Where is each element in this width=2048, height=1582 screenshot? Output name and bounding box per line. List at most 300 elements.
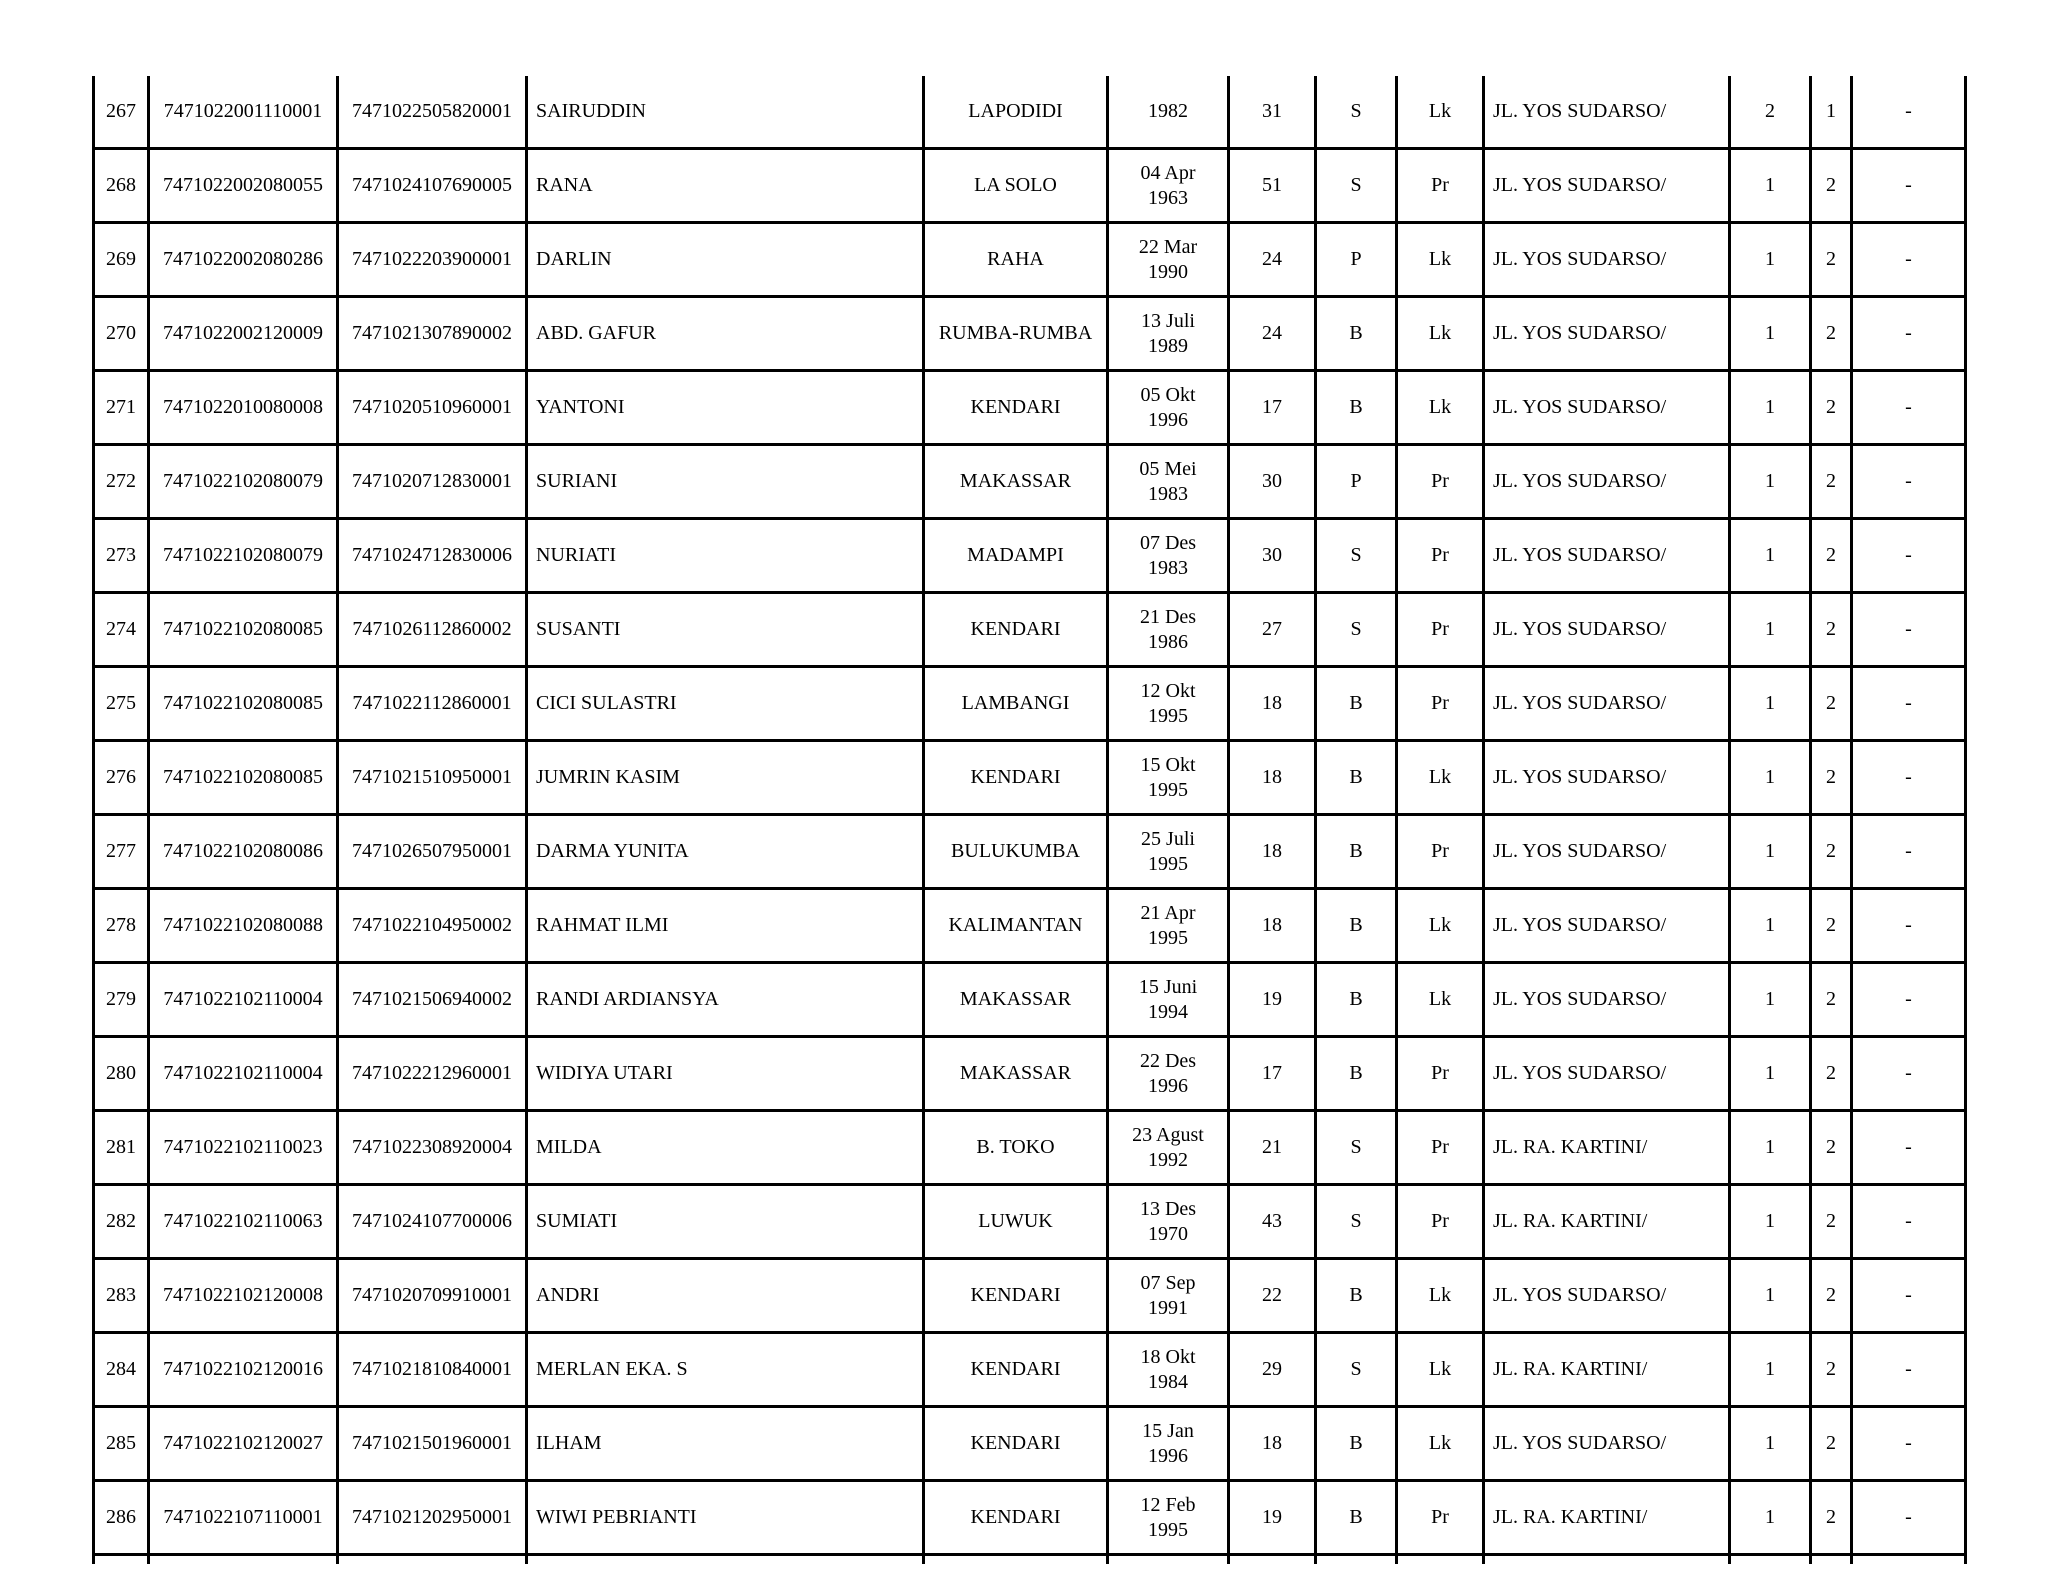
birth-year: 1989 [1148,334,1188,357]
remarks-cell: - [1852,963,1966,1037]
birth-day-month: 15 Okt [1140,753,1196,776]
row-number-cell: 271 [94,371,149,445]
age-cell: 29 [1229,1333,1316,1407]
name-cell: MERLAN EKA. S [527,1333,924,1407]
birthplace-cell: LUWUK [924,1185,1108,1259]
family-card-cell: 7471022107110001 [149,1481,338,1555]
id-number-cell: 7471021501960001 [338,1407,527,1481]
code-b-cell: 2 [1811,667,1852,741]
birthdate-cell [1108,593,1229,667]
row-number-cell: 280 [94,1037,149,1111]
address-cell: JL. YOS SUDARSO/ [1484,815,1730,889]
code-b-cell: 2 [1811,519,1852,593]
address-cell: JL. YOS SUDARSO/ [1484,297,1730,371]
row-number-cell: 267 [94,76,149,149]
code-a-cell: 1 [1730,815,1811,889]
id-number-cell: 7471026507950001 [338,815,527,889]
birthdate-cell [1108,963,1229,1037]
row-number-cell: 277 [94,815,149,889]
birthplace-cell: KENDARI [924,371,1108,445]
code-a-cell: 1 [1730,297,1811,371]
birthplace-cell: RAHA [924,223,1108,297]
marital-status-cell: B [1316,371,1397,445]
family-card-cell: 7471022102120027 [149,1407,338,1481]
birthplace-cell: RUMBA-RUMBA [924,297,1108,371]
family-card-cell: 7471022102120016 [149,1333,338,1407]
code-b-cell: 2 [1811,223,1852,297]
table-row [94,519,1966,593]
code-b-cell: 2 [1811,445,1852,519]
birth-year: 1995 [1148,852,1188,875]
age-cell: 51 [1229,149,1316,223]
code-b-cell: 2 [1811,1111,1852,1185]
birth-year: 1983 [1148,482,1188,505]
code-a-cell: 1 [1730,1481,1811,1555]
birthdate-cell [1108,1333,1229,1407]
gender-cell: Lk [1397,223,1484,297]
birth-year: 1995 [1148,1518,1188,1541]
table-row [94,1259,1966,1333]
birthdate-cell [1108,1185,1229,1259]
code-a-cell: 1 [1730,1185,1811,1259]
birth-day-month: 18 Okt [1140,1345,1196,1368]
id-number-cell: 7471021202950001 [338,1481,527,1555]
birth-day-month: 23 Agust [1132,1123,1204,1146]
row-number-cell: 268 [94,149,149,223]
row-number-cell: 279 [94,963,149,1037]
id-number-cell: 7471021506940002 [338,963,527,1037]
code-b-cell: 2 [1811,1481,1852,1555]
family-card-cell: 7471022102110004 [149,963,338,1037]
birthdate-cell [1108,76,1229,149]
address-cell: JL. YOS SUDARSO/ [1484,149,1730,223]
address-cell: JL. YOS SUDARSO/ [1484,667,1730,741]
row-number-cell: 282 [94,1185,149,1259]
birthdate-cell [1108,815,1229,889]
birth-year: 1994 [1148,1000,1188,1023]
empty-cell [149,1555,338,1565]
birthplace-cell: MAKASSAR [924,1037,1108,1111]
code-a-cell: 1 [1730,1037,1811,1111]
id-number-cell: 7471021510950001 [338,741,527,815]
family-card-cell: 7471022102080085 [149,667,338,741]
table-row [94,371,1966,445]
empty-cell [1852,1555,1966,1565]
age-cell: 18 [1229,741,1316,815]
remarks-cell: - [1852,1407,1966,1481]
table-row [94,1333,1966,1407]
remarks-cell: - [1852,519,1966,593]
table-row [94,815,1966,889]
name-cell: SUMIATI [527,1185,924,1259]
birthplace-cell: MAKASSAR [924,445,1108,519]
address-cell: JL. YOS SUDARSO/ [1484,741,1730,815]
code-b-cell: 2 [1811,741,1852,815]
remarks-cell: - [1852,1481,1966,1555]
remarks-cell: - [1852,371,1966,445]
birthplace-cell: KENDARI [924,1259,1108,1333]
address-cell: JL. RA. KARTINI/ [1484,1111,1730,1185]
gender-cell: Lk [1397,297,1484,371]
row-number-cell: 286 [94,1481,149,1555]
empty-cell [1316,1555,1397,1565]
table-row [94,593,1966,667]
name-cell: DARMA YUNITA [527,815,924,889]
marital-status-cell: B [1316,963,1397,1037]
code-b-cell: 2 [1811,149,1852,223]
id-number-cell: 7471022203900001 [338,223,527,297]
id-number-cell: 7471022104950002 [338,889,527,963]
birthdate-cell [1108,1259,1229,1333]
row-number-cell: 269 [94,223,149,297]
name-cell: DARLIN [527,223,924,297]
birth-day-month: 12 Okt [1140,679,1196,702]
age-cell: 19 [1229,963,1316,1037]
family-card-cell: 7471022102110063 [149,1185,338,1259]
birthplace-cell: MADAMPI [924,519,1108,593]
family-card-cell: 7471022010080008 [149,371,338,445]
family-card-cell: 7471022102080085 [149,593,338,667]
birthdate-cell [1108,667,1229,741]
empty-cell [338,1555,527,1565]
family-card-cell: 7471022102120008 [149,1259,338,1333]
remarks-cell: - [1852,741,1966,815]
birth-day-month: 07 Sep [1140,1271,1196,1294]
birthdate-cell [1108,889,1229,963]
age-cell: 18 [1229,889,1316,963]
family-card-cell: 7471022102080088 [149,889,338,963]
name-cell: RANDI ARDIANSYA [527,963,924,1037]
name-cell: CICI SULASTRI [527,667,924,741]
gender-cell: Lk [1397,963,1484,1037]
marital-status-cell: B [1316,1481,1397,1555]
empty-cell [527,1555,924,1565]
birth-year: 1990 [1148,260,1188,283]
age-cell: 27 [1229,593,1316,667]
family-card-cell: 7471022102110004 [149,1037,338,1111]
gender-cell: Lk [1397,1259,1484,1333]
address-cell: JL. RA. KARTINI/ [1484,1481,1730,1555]
address-cell: JL. YOS SUDARSO/ [1484,223,1730,297]
family-card-cell: 7471022102080085 [149,741,338,815]
birthdate-cell [1108,1111,1229,1185]
marital-status-cell: B [1316,1407,1397,1481]
birthdate-cell [1108,741,1229,815]
id-number-cell: 7471024107690005 [338,149,527,223]
name-cell: SAIRUDDIN [527,76,924,149]
marital-status-cell: S [1316,1111,1397,1185]
marital-status-cell: B [1316,741,1397,815]
family-card-cell: 7471022102080079 [149,445,338,519]
remarks-cell: - [1852,445,1966,519]
address-cell: JL. YOS SUDARSO/ [1484,1259,1730,1333]
address-cell: JL. YOS SUDARSO/ [1484,445,1730,519]
code-b-cell: 2 [1811,1333,1852,1407]
birthdate-cell [1108,519,1229,593]
birth-day-month: 21 Des [1139,605,1197,628]
empty-cell [924,1555,1108,1565]
marital-status-cell: S [1316,593,1397,667]
birth-day-month: 12 Feb [1140,1493,1196,1516]
table-row [94,667,1966,741]
age-cell: 31 [1229,76,1316,149]
remarks-cell: - [1852,1333,1966,1407]
gender-cell: Pr [1397,1111,1484,1185]
birth-year: 1992 [1148,1148,1188,1171]
id-number-cell: 7471020510960001 [338,371,527,445]
birth-year: 1996 [1148,1074,1188,1097]
marital-status-cell: B [1316,815,1397,889]
birth-year: 1982 [1148,100,1188,122]
remarks-cell: - [1852,223,1966,297]
birthplace-cell: LA SOLO [924,149,1108,223]
empty-cell [1397,1555,1484,1565]
table-row [94,963,1966,1037]
marital-status-cell: P [1316,445,1397,519]
code-a-cell: 2 [1730,76,1811,149]
address-cell: JL. YOS SUDARSO/ [1484,76,1730,149]
address-cell: JL. YOS SUDARSO/ [1484,963,1730,1037]
gender-cell: Lk [1397,889,1484,963]
code-b-cell: 2 [1811,371,1852,445]
row-number-cell: 272 [94,445,149,519]
code-b-cell: 2 [1811,889,1852,963]
birth-year: 1996 [1148,1444,1188,1467]
remarks-cell: - [1852,667,1966,741]
birthplace-cell: LAPODIDI [924,76,1108,149]
birth-day-month: 22 Des [1139,1049,1197,1072]
id-number-cell: 7471024107700006 [338,1185,527,1259]
code-a-cell: 1 [1730,445,1811,519]
family-card-cell: 7471022002080286 [149,223,338,297]
code-b-cell: 2 [1811,963,1852,1037]
marital-status-cell: P [1316,223,1397,297]
table-body [94,76,1966,1564]
gender-cell: Lk [1397,1333,1484,1407]
address-cell: JL. YOS SUDARSO/ [1484,519,1730,593]
code-b-cell: 1 [1811,76,1852,149]
table-row [94,1111,1966,1185]
birth-year: 1986 [1148,630,1188,653]
table-row [94,445,1966,519]
gender-cell: Pr [1397,149,1484,223]
gender-cell: Pr [1397,1037,1484,1111]
birth-day-month: 22 Mar [1138,235,1198,258]
table-row [94,1185,1966,1259]
family-card-cell: 7471022002120009 [149,297,338,371]
birthplace-cell: LAMBANGI [924,667,1108,741]
row-number-cell: 270 [94,297,149,371]
name-cell: JUMRIN KASIM [527,741,924,815]
marital-status-cell: B [1316,1259,1397,1333]
gender-cell: Pr [1397,815,1484,889]
name-cell: RAHMAT ILMI [527,889,924,963]
marital-status-cell: S [1316,149,1397,223]
family-card-cell: 7471022002080055 [149,149,338,223]
table-row [94,1407,1966,1481]
table-row [94,223,1966,297]
id-number-cell: 7471020712830001 [338,445,527,519]
gender-cell: Lk [1397,76,1484,149]
family-card-cell: 7471022102080086 [149,815,338,889]
gender-cell: Lk [1397,1407,1484,1481]
birth-day-month: 05 Mei [1139,457,1197,480]
birth-day-month: 25 Juli [1141,827,1195,850]
name-cell: SUSANTI [527,593,924,667]
birth-day-month: 13 Des [1139,1197,1197,1220]
remarks-cell: - [1852,815,1966,889]
birth-day-month: 15 Jan [1142,1419,1194,1442]
code-b-cell: 2 [1811,297,1852,371]
id-number-cell: 7471026112860002 [338,593,527,667]
birthplace-cell: BULUKUMBA [924,815,1108,889]
row-number-cell: 283 [94,1259,149,1333]
age-cell: 18 [1229,667,1316,741]
birth-year: 1995 [1148,704,1188,727]
code-a-cell: 1 [1730,1407,1811,1481]
name-cell: MILDA [527,1111,924,1185]
table-row [94,889,1966,963]
empty-cell [1229,1555,1316,1565]
birthplace-cell: KENDARI [924,593,1108,667]
code-b-cell: 2 [1811,593,1852,667]
code-a-cell: 1 [1730,223,1811,297]
birthdate-cell [1108,223,1229,297]
address-cell: JL. RA. KARTINI/ [1484,1333,1730,1407]
marital-status-cell: S [1316,1185,1397,1259]
code-b-cell: 2 [1811,815,1852,889]
address-cell: JL. RA. KARTINI/ [1484,1185,1730,1259]
name-cell: WIWI PEBRIANTI [527,1481,924,1555]
name-cell: ABD. GAFUR [527,297,924,371]
marital-status-cell: S [1316,76,1397,149]
remarks-cell: - [1852,1259,1966,1333]
code-b-cell: 2 [1811,1185,1852,1259]
id-number-cell: 7471020709910001 [338,1259,527,1333]
marital-status-cell: B [1316,297,1397,371]
birth-year: 1983 [1148,556,1188,579]
family-card-cell: 7471022001110001 [149,76,338,149]
remarks-cell: - [1852,149,1966,223]
age-cell: 17 [1229,371,1316,445]
row-number-cell: 278 [94,889,149,963]
empty-cell [1730,1555,1811,1565]
birth-day-month: 07 Des [1139,531,1197,554]
gender-cell: Pr [1397,1481,1484,1555]
birth-year: 1970 [1148,1222,1188,1245]
birthplace-cell: KALIMANTAN [924,889,1108,963]
name-cell: WIDIYA UTARI [527,1037,924,1111]
birthplace-cell: MAKASSAR [924,963,1108,1037]
marital-status-cell: S [1316,1333,1397,1407]
remarks-cell: - [1852,1037,1966,1111]
remarks-cell: - [1852,889,1966,963]
birthdate-cell [1108,371,1229,445]
row-number-cell: 276 [94,741,149,815]
name-cell: SURIANI [527,445,924,519]
code-a-cell: 1 [1730,593,1811,667]
row-number-cell: 273 [94,519,149,593]
birthplace-cell: KENDARI [924,1481,1108,1555]
resident-register [92,76,1964,1564]
code-a-cell: 1 [1730,149,1811,223]
code-a-cell: 1 [1730,889,1811,963]
birth-year: 1995 [1148,926,1188,949]
age-cell: 24 [1229,297,1316,371]
name-cell: YANTONI [527,371,924,445]
table-row [94,741,1966,815]
code-a-cell: 1 [1730,1259,1811,1333]
row-number-cell: 281 [94,1111,149,1185]
marital-status-cell: S [1316,519,1397,593]
family-card-cell: 7471022102110023 [149,1111,338,1185]
gender-cell: Pr [1397,519,1484,593]
table-row [94,1037,1966,1111]
code-a-cell: 1 [1730,963,1811,1037]
birth-year: 1984 [1148,1370,1188,1393]
birth-day-month: 04 Apr [1140,161,1196,184]
code-b-cell: 2 [1811,1259,1852,1333]
name-cell: NURIATI [527,519,924,593]
address-cell: JL. YOS SUDARSO/ [1484,1407,1730,1481]
family-card-cell: 7471022102080079 [149,519,338,593]
name-cell: ILHAM [527,1407,924,1481]
table-row [94,297,1966,371]
remarks-cell: - [1852,593,1966,667]
birthplace-cell: KENDARI [924,741,1108,815]
birth-year: 1963 [1148,186,1188,209]
birth-day-month: 13 Juli [1141,309,1195,332]
birthplace-cell: KENDARI [924,1333,1108,1407]
remarks-cell: - [1852,1111,1966,1185]
marital-status-cell: B [1316,1037,1397,1111]
age-cell: 18 [1229,815,1316,889]
address-cell: JL. YOS SUDARSO/ [1484,593,1730,667]
age-cell: 30 [1229,519,1316,593]
birthdate-cell [1108,1407,1229,1481]
id-number-cell: 7471021810840001 [338,1333,527,1407]
code-a-cell: 1 [1730,1333,1811,1407]
age-cell: 18 [1229,1407,1316,1481]
age-cell: 19 [1229,1481,1316,1555]
age-cell: 43 [1229,1185,1316,1259]
table-row [94,1481,1966,1555]
birth-year: 1996 [1148,408,1188,431]
id-number-cell: 7471021307890002 [338,297,527,371]
code-a-cell: 1 [1730,1111,1811,1185]
code-b-cell: 2 [1811,1037,1852,1111]
code-a-cell: 1 [1730,667,1811,741]
birth-day-month: 21 Apr [1140,901,1196,924]
birthdate-cell [1108,445,1229,519]
birth-year: 1991 [1148,1296,1188,1319]
birth-day-month: 15 Juni [1138,975,1198,998]
code-b-cell: 2 [1811,1407,1852,1481]
remarks-cell: - [1852,1185,1966,1259]
remarks-cell: - [1852,76,1966,149]
age-cell: 21 [1229,1111,1316,1185]
birth-year: 1995 [1148,778,1188,801]
id-number-cell: 7471022212960001 [338,1037,527,1111]
address-cell: JL. YOS SUDARSO/ [1484,1037,1730,1111]
continuation-row [94,1555,1966,1565]
empty-cell [94,1555,149,1565]
row-number-cell: 285 [94,1407,149,1481]
age-cell: 24 [1229,223,1316,297]
table-row [94,76,1966,149]
birthdate-cell [1108,1037,1229,1111]
birthdate-cell [1108,297,1229,371]
